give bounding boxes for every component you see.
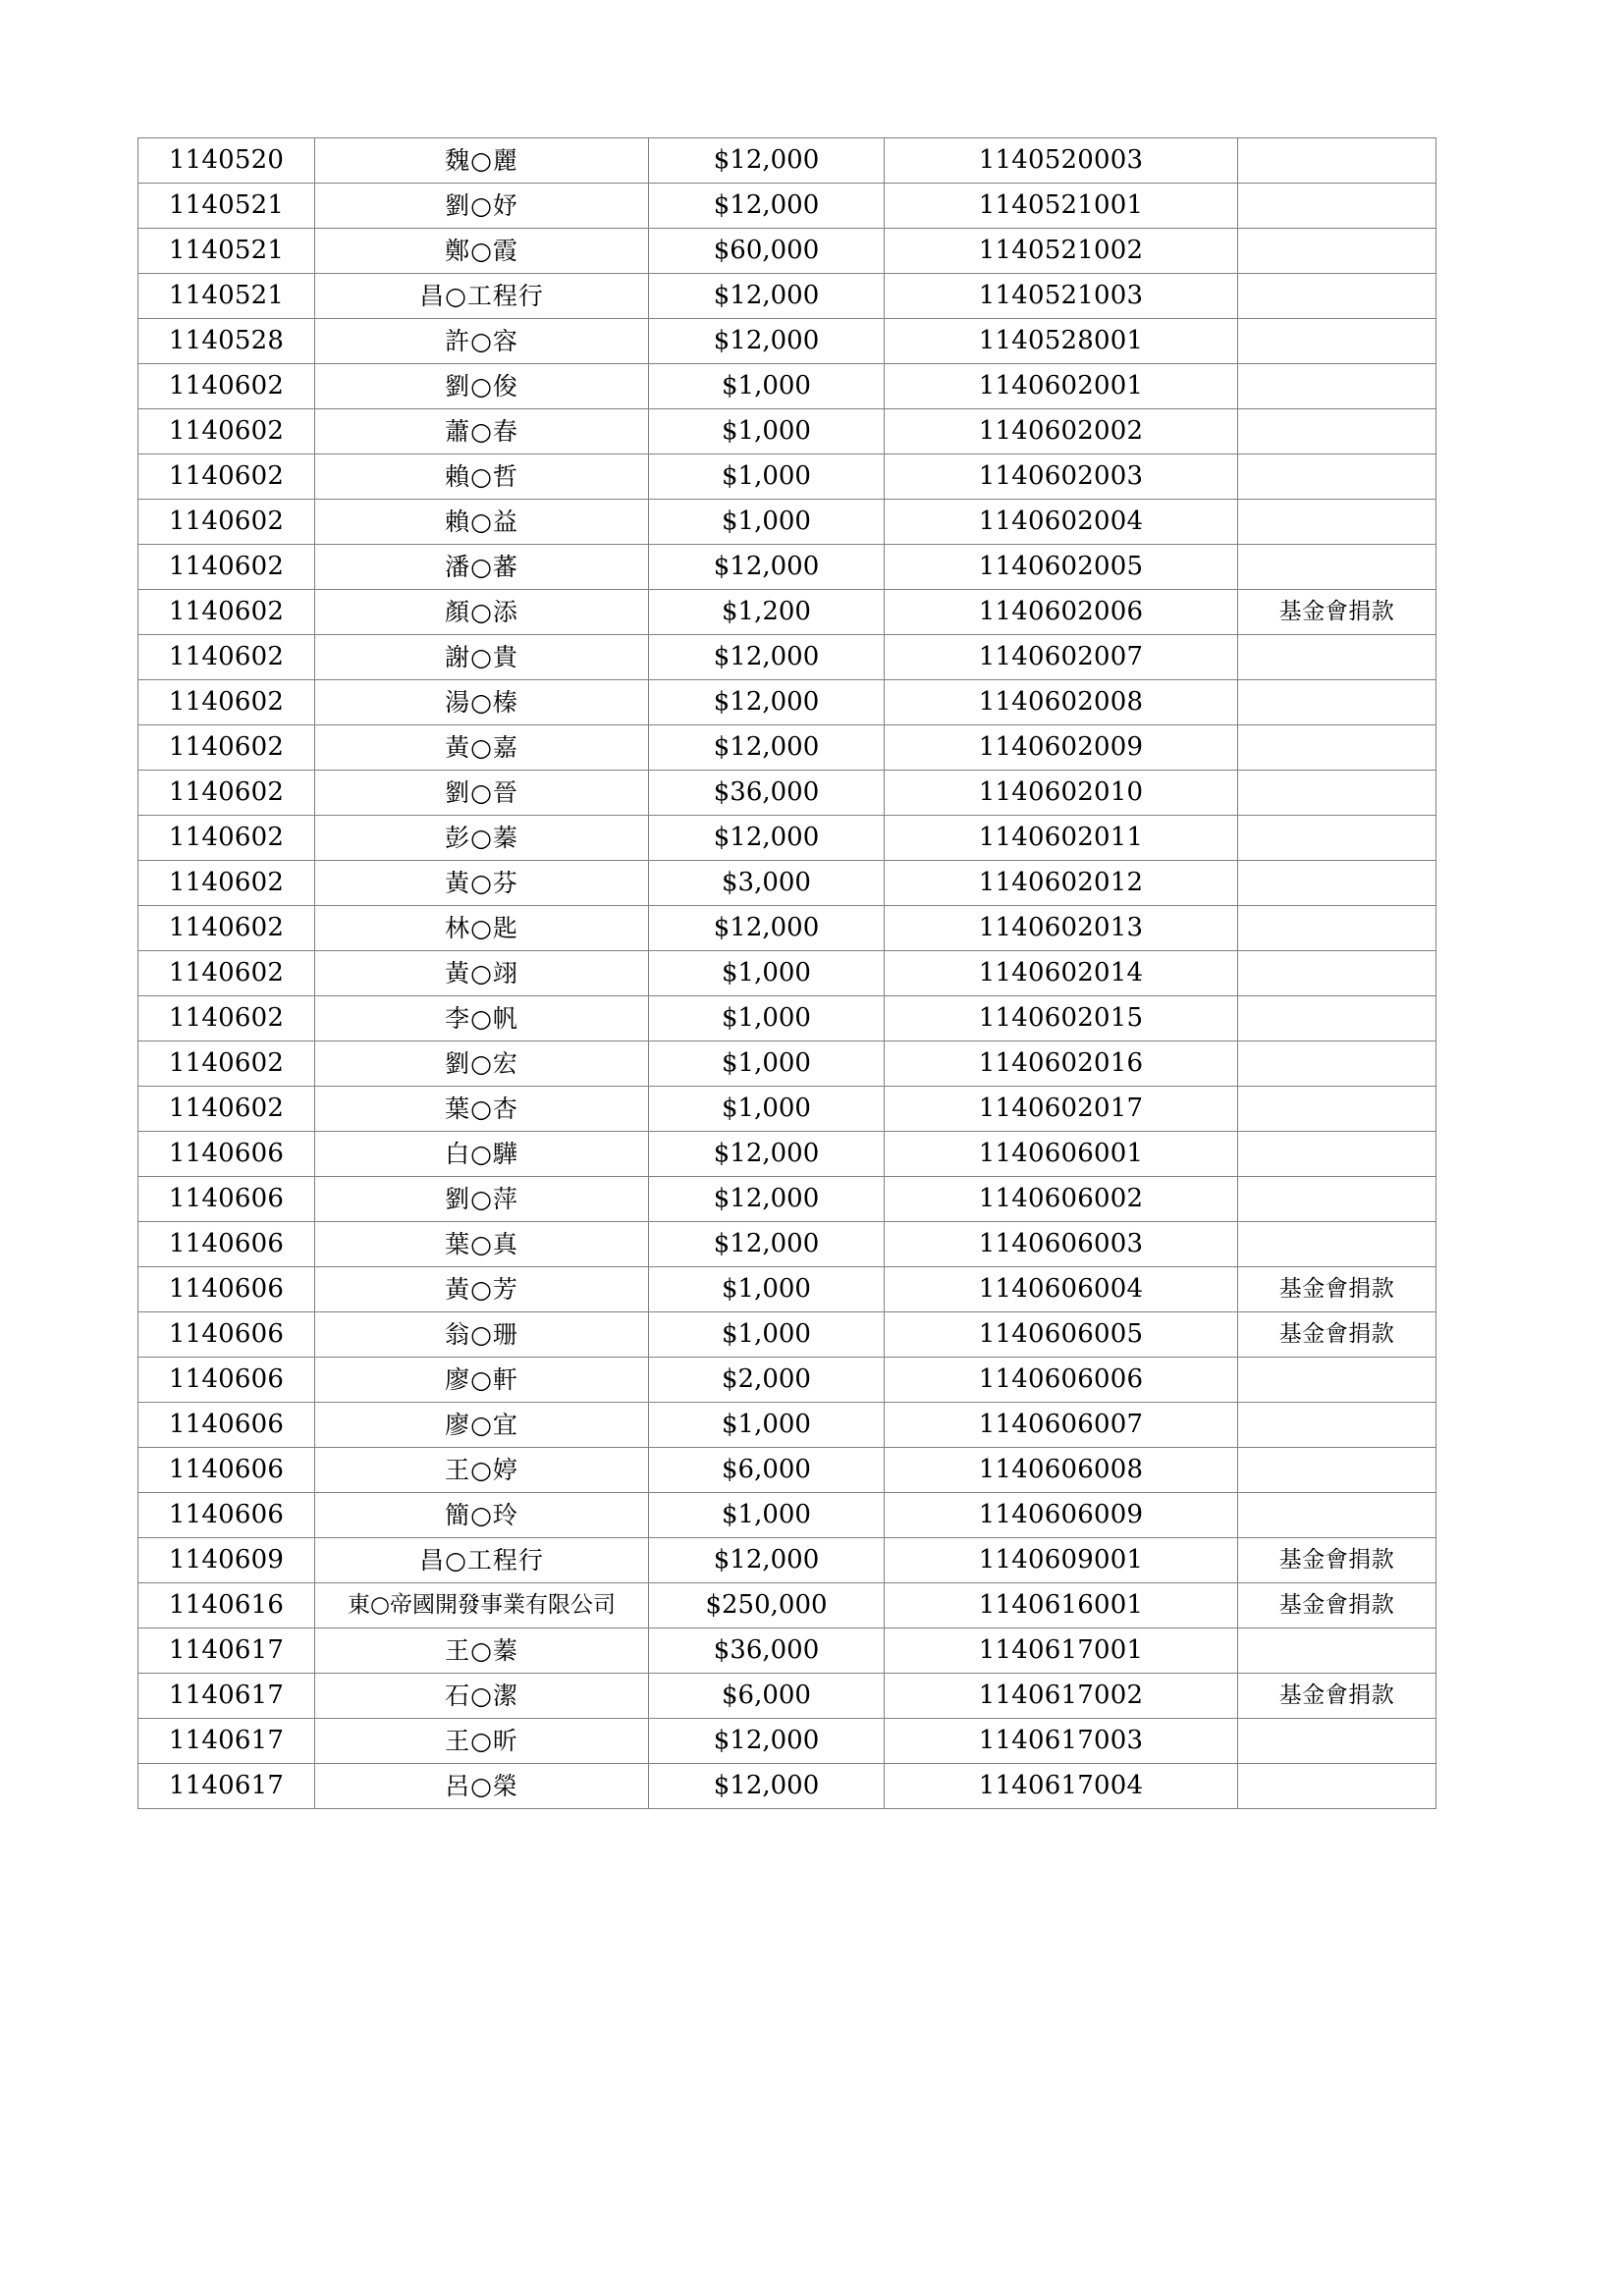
cell-receipt: 1140602013 [885, 906, 1238, 951]
table-row [138, 725, 1436, 771]
cell-note [1238, 816, 1436, 861]
cell-date: 1140602 [138, 635, 315, 680]
cell-receipt: 1140602005 [885, 545, 1238, 590]
cell-amount: $12,000 [649, 1538, 885, 1583]
cell-note [1238, 364, 1436, 409]
cell-date: 1140617 [138, 1674, 315, 1719]
cell-date: 1140606 [138, 1222, 315, 1267]
cell-receipt: 1140602016 [885, 1041, 1238, 1087]
cell-receipt: 1140606006 [885, 1358, 1238, 1403]
cell-amount: $12,000 [649, 545, 885, 590]
cell-name: 昌○工程行 [315, 1538, 649, 1583]
cell-date: 1140602 [138, 771, 315, 816]
cell-name: 石○潔 [315, 1674, 649, 1719]
cell-name: 黃○嘉 [315, 725, 649, 771]
cell-amount: $12,000 [649, 274, 885, 319]
table-row [138, 680, 1436, 725]
cell-date: 1140521 [138, 274, 315, 319]
cell-name: 呂○榮 [315, 1764, 649, 1809]
cell-receipt: 1140520003 [885, 138, 1238, 184]
cell-note [1238, 1629, 1436, 1674]
cell-note [1238, 138, 1436, 184]
cell-amount: $1,000 [649, 1041, 885, 1087]
table-row [138, 229, 1436, 274]
cell-date: 1140521 [138, 229, 315, 274]
cell-date: 1140609 [138, 1538, 315, 1583]
cell-date: 1140606 [138, 1403, 315, 1448]
cell-receipt: 1140606009 [885, 1493, 1238, 1538]
cell-name: 魏○麗 [315, 138, 649, 184]
cell-amount: $1,000 [649, 1312, 885, 1358]
table-row [138, 1267, 1436, 1312]
cell-receipt: 1140617003 [885, 1719, 1238, 1764]
cell-date: 1140602 [138, 906, 315, 951]
cell-date: 1140602 [138, 454, 315, 500]
table-row [138, 138, 1436, 184]
cell-amount: $12,000 [649, 1177, 885, 1222]
cell-note [1238, 1719, 1436, 1764]
cell-amount: $1,000 [649, 996, 885, 1041]
cell-receipt: 1140602015 [885, 996, 1238, 1041]
cell-receipt: 1140602009 [885, 725, 1238, 771]
cell-date: 1140606 [138, 1177, 315, 1222]
cell-amount: $12,000 [649, 138, 885, 184]
cell-receipt: 1140521001 [885, 184, 1238, 229]
cell-note [1238, 1177, 1436, 1222]
cell-receipt: 1140602017 [885, 1087, 1238, 1132]
cell-name: 王○婷 [315, 1448, 649, 1493]
cell-receipt: 1140616001 [885, 1583, 1238, 1629]
cell-name: 顏○添 [315, 590, 649, 635]
cell-note [1238, 680, 1436, 725]
cell-receipt: 1140609001 [885, 1538, 1238, 1583]
cell-name: 鄭○霞 [315, 229, 649, 274]
cell-amount: $1,000 [649, 1087, 885, 1132]
cell-amount: $1,000 [649, 1267, 885, 1312]
cell-name: 謝○貴 [315, 635, 649, 680]
cell-receipt: 1140606004 [885, 1267, 1238, 1312]
cell-name: 蕭○春 [315, 409, 649, 454]
cell-amount: $12,000 [649, 816, 885, 861]
cell-receipt: 1140521003 [885, 274, 1238, 319]
cell-note [1238, 635, 1436, 680]
cell-date: 1140602 [138, 590, 315, 635]
cell-date: 1140602 [138, 951, 315, 996]
cell-date: 1140617 [138, 1629, 315, 1674]
table-row [138, 364, 1436, 409]
cell-date: 1140602 [138, 725, 315, 771]
table-row [138, 1403, 1436, 1448]
cell-receipt: 1140602004 [885, 500, 1238, 545]
cell-amount: $12,000 [649, 1222, 885, 1267]
cell-name: 賴○哲 [315, 454, 649, 500]
cell-date: 1140606 [138, 1132, 315, 1177]
cell-note: 基金會捐款 [1238, 1538, 1436, 1583]
cell-date: 1140602 [138, 861, 315, 906]
cell-amount: $2,000 [649, 1358, 885, 1403]
table-row [138, 184, 1436, 229]
cell-note [1238, 951, 1436, 996]
cell-amount: $1,000 [649, 1403, 885, 1448]
table-row [138, 1041, 1436, 1087]
cell-amount: $12,000 [649, 906, 885, 951]
cell-name: 湯○榛 [315, 680, 649, 725]
cell-note [1238, 184, 1436, 229]
cell-note [1238, 1403, 1436, 1448]
table-row [138, 1629, 1436, 1674]
cell-name: 許○容 [315, 319, 649, 364]
cell-date: 1140602 [138, 364, 315, 409]
cell-amount: $12,000 [649, 725, 885, 771]
cell-name: 潘○蕃 [315, 545, 649, 590]
cell-name: 賴○益 [315, 500, 649, 545]
cell-note [1238, 229, 1436, 274]
cell-receipt: 1140602012 [885, 861, 1238, 906]
table-row [138, 590, 1436, 635]
cell-note [1238, 1222, 1436, 1267]
cell-amount: $12,000 [649, 184, 885, 229]
table-row [138, 1583, 1436, 1629]
cell-note: 基金會捐款 [1238, 1583, 1436, 1629]
cell-name: 劉○萍 [315, 1177, 649, 1222]
table-row [138, 771, 1436, 816]
table-row [138, 861, 1436, 906]
cell-amount: $36,000 [649, 1629, 885, 1674]
cell-note [1238, 906, 1436, 951]
cell-receipt: 1140602002 [885, 409, 1238, 454]
table-row [138, 1222, 1436, 1267]
cell-receipt: 1140617004 [885, 1764, 1238, 1809]
cell-amount: $1,000 [649, 409, 885, 454]
cell-note: 基金會捐款 [1238, 1267, 1436, 1312]
cell-date: 1140606 [138, 1312, 315, 1358]
table-row [138, 454, 1436, 500]
cell-date: 1140617 [138, 1764, 315, 1809]
cell-note [1238, 319, 1436, 364]
cell-receipt: 1140602008 [885, 680, 1238, 725]
table-row [138, 1719, 1436, 1764]
table-row [138, 1132, 1436, 1177]
cell-name: 葉○杏 [315, 1087, 649, 1132]
cell-amount: $250,000 [649, 1583, 885, 1629]
cell-name: 王○蓁 [315, 1629, 649, 1674]
table-row [138, 906, 1436, 951]
cell-amount: $12,000 [649, 1719, 885, 1764]
cell-note [1238, 409, 1436, 454]
cell-receipt: 1140606005 [885, 1312, 1238, 1358]
cell-name: 翁○珊 [315, 1312, 649, 1358]
cell-date: 1140606 [138, 1267, 315, 1312]
table-row [138, 319, 1436, 364]
cell-name: 東○帝國開發事業有限公司 [315, 1583, 649, 1629]
cell-receipt: 1140606007 [885, 1403, 1238, 1448]
cell-note [1238, 1087, 1436, 1132]
cell-name: 黃○芬 [315, 861, 649, 906]
cell-name: 彭○蓁 [315, 816, 649, 861]
cell-date: 1140602 [138, 1041, 315, 1087]
cell-receipt: 1140617002 [885, 1674, 1238, 1719]
cell-note: 基金會捐款 [1238, 590, 1436, 635]
cell-receipt: 1140521002 [885, 229, 1238, 274]
cell-amount: $3,000 [649, 861, 885, 906]
cell-receipt: 1140602014 [885, 951, 1238, 996]
cell-name: 劉○宏 [315, 1041, 649, 1087]
table-row [138, 409, 1436, 454]
cell-amount: $1,200 [649, 590, 885, 635]
cell-note [1238, 996, 1436, 1041]
cell-note [1238, 1448, 1436, 1493]
cell-amount: $36,000 [649, 771, 885, 816]
cell-note [1238, 1493, 1436, 1538]
cell-note [1238, 1041, 1436, 1087]
cell-date: 1140602 [138, 409, 315, 454]
cell-date: 1140602 [138, 996, 315, 1041]
cell-note [1238, 274, 1436, 319]
cell-date: 1140528 [138, 319, 315, 364]
cell-name: 劉○俊 [315, 364, 649, 409]
cell-name: 王○昕 [315, 1719, 649, 1764]
table-row [138, 1177, 1436, 1222]
table-row [138, 274, 1436, 319]
cell-name: 劉○晉 [315, 771, 649, 816]
table-row [138, 1358, 1436, 1403]
cell-note [1238, 725, 1436, 771]
cell-name: 白○驊 [315, 1132, 649, 1177]
cell-date: 1140617 [138, 1719, 315, 1764]
cell-note [1238, 500, 1436, 545]
cell-receipt: 1140606003 [885, 1222, 1238, 1267]
cell-amount: $12,000 [649, 1764, 885, 1809]
cell-amount: $12,000 [649, 680, 885, 725]
cell-receipt: 1140602010 [885, 771, 1238, 816]
cell-name: 劉○妤 [315, 184, 649, 229]
cell-name: 林○匙 [315, 906, 649, 951]
cell-receipt: 1140606008 [885, 1448, 1238, 1493]
donation-table-container [137, 137, 1435, 1809]
table-row [138, 500, 1436, 545]
cell-note [1238, 454, 1436, 500]
cell-amount: $1,000 [649, 364, 885, 409]
donation-table [137, 137, 1436, 1809]
table-row [138, 1493, 1436, 1538]
cell-amount: $12,000 [649, 1132, 885, 1177]
table-row [138, 1764, 1436, 1809]
cell-date: 1140616 [138, 1583, 315, 1629]
table-row [138, 1448, 1436, 1493]
cell-date: 1140606 [138, 1448, 315, 1493]
cell-note [1238, 1358, 1436, 1403]
cell-note [1238, 861, 1436, 906]
cell-date: 1140606 [138, 1493, 315, 1538]
cell-date: 1140602 [138, 545, 315, 590]
table-row [138, 1674, 1436, 1719]
cell-receipt: 1140617001 [885, 1629, 1238, 1674]
cell-date: 1140606 [138, 1358, 315, 1403]
cell-date: 1140602 [138, 1087, 315, 1132]
table-row [138, 545, 1436, 590]
cell-note [1238, 1132, 1436, 1177]
cell-name: 廖○宜 [315, 1403, 649, 1448]
cell-name: 黃○芳 [315, 1267, 649, 1312]
cell-note [1238, 545, 1436, 590]
cell-amount: $1,000 [649, 454, 885, 500]
cell-amount: $1,000 [649, 1493, 885, 1538]
cell-amount: $1,000 [649, 951, 885, 996]
cell-receipt: 1140602001 [885, 364, 1238, 409]
cell-amount: $6,000 [649, 1448, 885, 1493]
cell-amount: $6,000 [649, 1674, 885, 1719]
cell-name: 葉○真 [315, 1222, 649, 1267]
table-row [138, 816, 1436, 861]
donation-table-body [138, 138, 1436, 1809]
cell-amount: $60,000 [649, 229, 885, 274]
cell-name: 廖○軒 [315, 1358, 649, 1403]
cell-receipt: 1140602003 [885, 454, 1238, 500]
cell-name: 昌○工程行 [315, 274, 649, 319]
cell-note [1238, 1764, 1436, 1809]
table-row [138, 951, 1436, 996]
cell-amount: $12,000 [649, 319, 885, 364]
cell-name: 李○帆 [315, 996, 649, 1041]
cell-date: 1140602 [138, 680, 315, 725]
table-row [138, 1087, 1436, 1132]
cell-note: 基金會捐款 [1238, 1312, 1436, 1358]
cell-date: 1140602 [138, 816, 315, 861]
cell-receipt: 1140606002 [885, 1177, 1238, 1222]
cell-date: 1140521 [138, 184, 315, 229]
cell-name: 簡○玲 [315, 1493, 649, 1538]
cell-amount: $1,000 [649, 500, 885, 545]
table-row [138, 1312, 1436, 1358]
cell-receipt: 1140602007 [885, 635, 1238, 680]
table-row [138, 1538, 1436, 1583]
cell-receipt: 1140602006 [885, 590, 1238, 635]
cell-name: 黃○翊 [315, 951, 649, 996]
cell-receipt: 1140606001 [885, 1132, 1238, 1177]
cell-note: 基金會捐款 [1238, 1674, 1436, 1719]
cell-date: 1140602 [138, 500, 315, 545]
cell-receipt: 1140602011 [885, 816, 1238, 861]
table-row [138, 635, 1436, 680]
cell-receipt: 1140528001 [885, 319, 1238, 364]
table-row [138, 996, 1436, 1041]
cell-date: 1140520 [138, 138, 315, 184]
cell-amount: $12,000 [649, 635, 885, 680]
cell-note [1238, 771, 1436, 816]
